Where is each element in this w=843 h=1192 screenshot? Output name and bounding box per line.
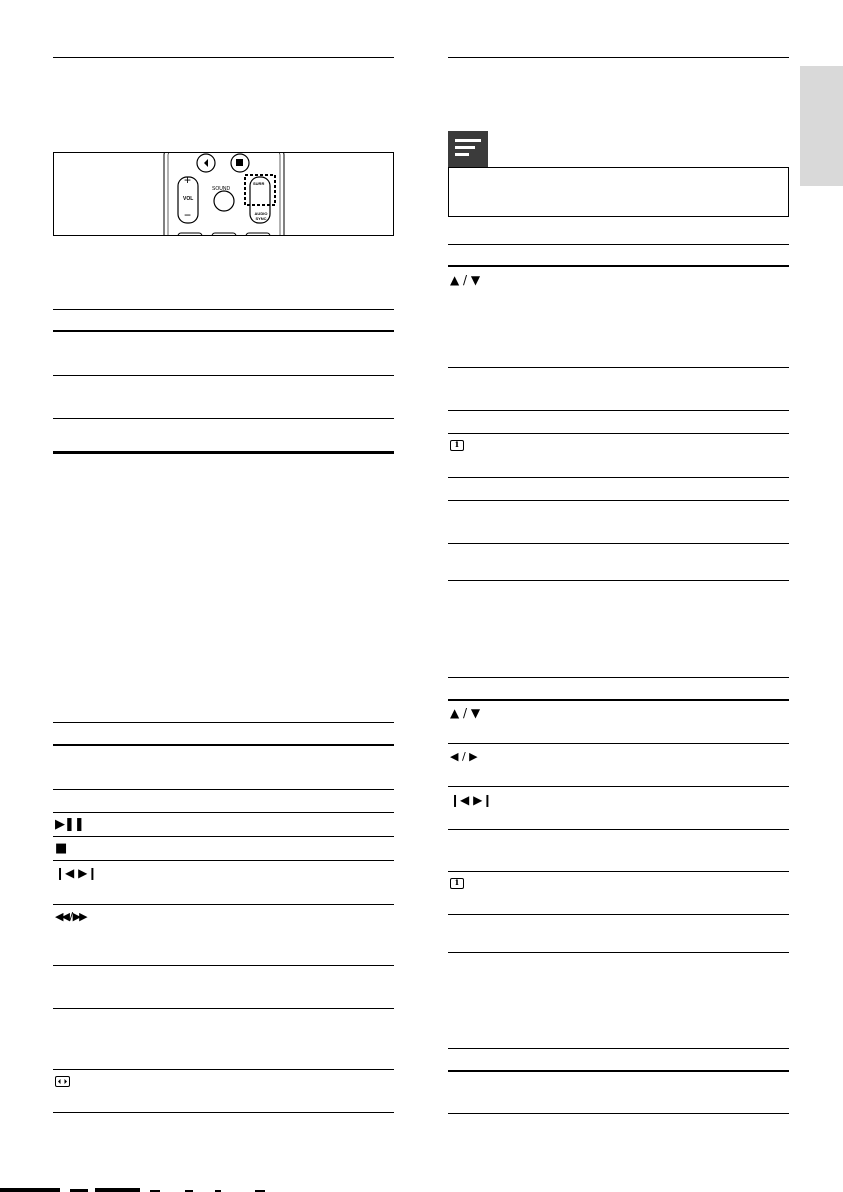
right-table1-row-rule [448,410,789,411]
sound-label: SOUND [212,186,231,192]
audio-sync-label: AUDIO SYNC [254,211,268,221]
left-section-divider [53,451,394,454]
left-table2-row-rule [53,860,394,861]
right-table1-top-rule [448,244,789,245]
left-table2-row-rule [53,812,394,813]
right-table2-row-rule [448,786,789,787]
right-table1-row-rule [448,433,789,434]
left-table2-row-rule [53,836,394,837]
up-down-icon: ▲ / ▼ [450,273,481,287]
right-table2-row-rule [448,743,789,744]
left-table2-row-rule [53,904,394,905]
left-table1-top-rule [53,309,394,310]
right-table2-top-rule [448,677,789,678]
prev-next-icon: ❙◀ ▶❙ [55,866,98,880]
aspect-ratio-icon [55,1076,70,1087]
note-box [448,167,789,217]
right-table1-row-rule [448,477,789,478]
side-language-tab [800,66,843,186]
right-header-rule [448,57,789,58]
info-icon: i [450,878,464,889]
left-table1-header-rule [53,330,394,332]
bottom-crop-artifact [0,1186,843,1192]
rewind-forward-icon: ◀◀ / ▶▶ [55,910,86,923]
remote-control-illustration [53,152,394,236]
left-table1-row-rule [53,418,394,419]
remote-drawing [54,153,394,236]
right-table1-header-rule [448,265,789,267]
left-table2-header-rule [53,744,394,746]
left-right-icon: ◀ / ▶ [450,750,478,763]
right-table3-bottom-rule [448,1113,789,1114]
left-header-rule [53,57,394,58]
info-icon: i [450,440,464,451]
play-pause-icon: ▶❚❚ [55,817,84,832]
vol-minus-label: − [184,208,192,222]
right-table2-row-rule [448,914,789,915]
right-table2-row-rule [448,952,789,953]
right-table1-row-rule [448,367,789,368]
right-table1-bottom-rule [448,580,789,581]
right-table2-row-rule [448,829,789,830]
right-table3-header-rule [448,1070,789,1072]
right-table1-row-rule [448,500,789,501]
vol-label: VOL [183,196,194,202]
left-table2-row-rule [53,789,394,790]
up-down-icon: ▲ / ▼ [450,706,481,720]
right-table1-row-rule [448,543,789,544]
right-table2-header-rule [448,699,789,701]
prev-next-icon: ❙◀ ▶❙ [450,793,493,807]
right-table3-top-rule [448,1048,789,1049]
left-table1-row-rule [53,375,394,376]
surr-label: SURR [253,181,265,186]
left-table2-bottom-rule [53,1112,394,1113]
left-table2-row-rule [53,1069,394,1070]
left-table2-row-rule [53,965,394,966]
left-table2-row-rule [53,1008,394,1009]
vol-plus-label: + [184,173,192,187]
note-icon [448,131,488,167]
right-table2-row-rule [448,871,789,872]
left-table2-top-rule [53,722,394,723]
stop-icon: ■ [55,841,68,856]
